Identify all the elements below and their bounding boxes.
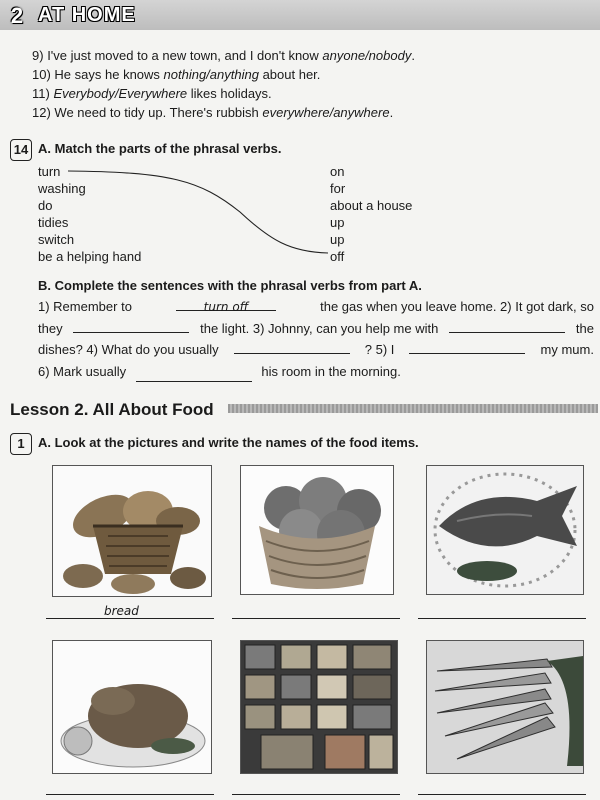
right-item[interactable]: for [330, 181, 346, 196]
sentence-12: 12) We need to tidy up. There's rubbish everywhere/anywhere. [32, 105, 394, 120]
roast-chicken-picture [52, 640, 212, 774]
food-answer-line-4[interactable] [46, 794, 214, 795]
answer-blank-3[interactable] [449, 318, 565, 333]
left-item[interactable]: switch [38, 232, 75, 247]
answer-blank-4[interactable] [234, 339, 350, 354]
part-b-line-2: they the light. 3) Johnny, can you help me with the [38, 318, 594, 340]
food-answer-line-1[interactable] [46, 618, 214, 619]
part-b-line-4: 6) Mark usually his room in the morning. [38, 361, 594, 383]
bread-basket-picture [52, 465, 212, 597]
left-item[interactable]: turn [38, 164, 61, 179]
right-item[interactable]: up [330, 232, 345, 247]
right-item[interactable]: about a house [330, 198, 413, 213]
lesson-divider [228, 404, 598, 413]
exercise-14-part-a-instruction: A. Match the parts of the phrasal verbs. [38, 141, 282, 156]
left-item[interactable]: washing [38, 181, 86, 196]
exercise-14-number: 14 [10, 139, 32, 161]
right-item[interactable]: off [330, 249, 345, 264]
part-b-paragraph [38, 296, 594, 382]
left-item[interactable]: do [38, 198, 53, 213]
sentence-10: 10) He says he knows nothing/anything about her. [32, 67, 321, 82]
match-line [0, 0, 600, 300]
unit-number: 2 [10, 3, 24, 28]
food-answer-1: bread [104, 604, 139, 618]
part-b-line-1: 1) Remember to turn off the gas when you leave home. 2) It got dark, so [38, 296, 594, 318]
food-answer-line-6[interactable] [418, 794, 586, 795]
food-answer-line-2[interactable] [232, 618, 400, 619]
sentence-9: 9) I've just moved to a new town, and I don't know anyone/nobody. [32, 48, 415, 63]
sentence-11: 11) Everybody/Everywhere likes holidays. [32, 86, 272, 101]
left-item[interactable]: tidies [38, 215, 69, 230]
answer-blank-2[interactable] [73, 318, 189, 333]
nuts-grains-picture [240, 640, 398, 774]
answer-blank-1[interactable]: turn off [176, 296, 276, 311]
food-answer-line-5[interactable] [232, 794, 400, 795]
answer-blank-5[interactable] [409, 339, 525, 354]
carrots-picture [426, 640, 584, 774]
exercise-1-number: 1 [10, 433, 32, 455]
right-item[interactable]: up [330, 215, 345, 230]
exercise-1-instruction: A. Look at the pictures and write the names of the food items. [38, 435, 419, 450]
fish-picture [426, 465, 584, 595]
answer-blank-6[interactable] [136, 367, 252, 382]
right-item[interactable]: on [330, 164, 345, 179]
unit-title: AT HOME [38, 4, 136, 26]
exercise-14-part-b-instruction: B. Complete the sentences with the phrasal verbs from part A. [38, 278, 422, 293]
left-item[interactable]: be a helping hand [38, 249, 142, 264]
lesson-title: Lesson 2. All About Food [10, 400, 214, 419]
part-b-line-3: dishes? 4) What do you usually ? 5) I my mum. [38, 339, 594, 361]
oranges-basket-picture [240, 465, 394, 595]
food-answer-line-3[interactable] [418, 618, 586, 619]
